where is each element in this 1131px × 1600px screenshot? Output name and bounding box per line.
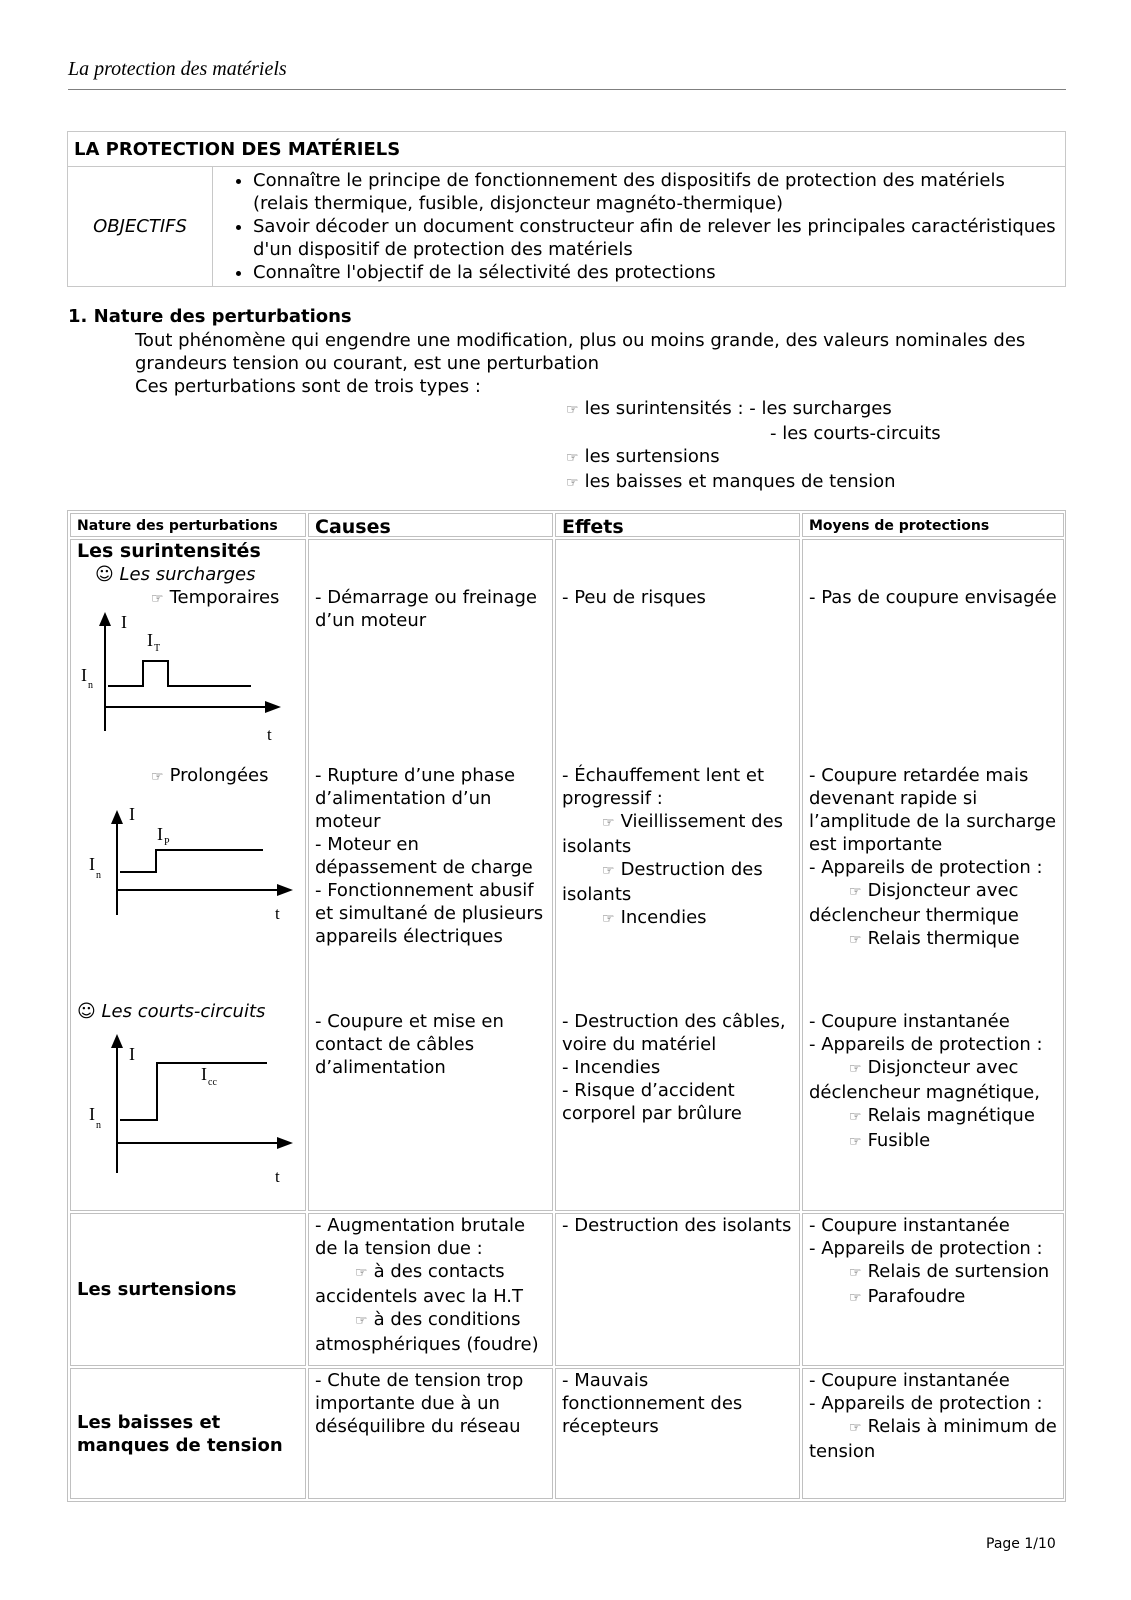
graph-t-label: t [275, 904, 280, 923]
pointing-hand-icon: ☞ [849, 1109, 862, 1125]
perturbations-table [67, 510, 1066, 1502]
baisses-effets: - Mauvais fonctionnement des récepteurs [555, 1368, 800, 1499]
objectives-list [219, 167, 1059, 286]
baisses-moyens: - Coupure instantanée - Appareils de protection : ☞ Relais à minimum de tension [802, 1368, 1064, 1499]
type-baisses: les baisses et manques de tension [584, 471, 896, 492]
header-title: La protection des matériels [68, 58, 287, 80]
pointing-hand-icon: ☞ [151, 769, 164, 785]
pointing-hand-icon: ☞ [849, 1061, 862, 1077]
courts-circuits-label: ☺ Les courts-circuits [77, 1001, 266, 1022]
courts-circuits-effets: - Destruction des câbles, voire du matériel - Incendies - Risque d’accident corporel par brûlure [562, 1011, 786, 1124]
pointing-hand-icon: ☞ [566, 450, 579, 466]
surcharges-label: ☺ Les surcharges [95, 564, 256, 585]
header-effets: Effets [555, 513, 800, 537]
section-title: 1. Nature des perturbations [68, 306, 352, 327]
surtensions-effets: - Destruction des isolants [555, 1213, 800, 1366]
graph-i-label: I [129, 804, 135, 824]
objectives-list-cell [213, 167, 1066, 287]
section-types-intro: Ces perturbations sont de trois types : [135, 376, 481, 397]
graph-prolongees [81, 790, 301, 925]
surtensions-moyens: - Coupure instantanée - Appareils de protection : ☞ Relais de surtension ☞ Parafoudre [802, 1213, 1064, 1366]
prolongees-label: ☞ Prolongées [151, 765, 269, 786]
baisses-causes: - Chute de tension trop importante due à un déséquilibre du réseau [308, 1368, 553, 1499]
pointing-hand-icon: ☞ [602, 911, 615, 927]
graph-courts-circuits [81, 1028, 301, 1188]
type-surintensites: les surintensités : - les surcharges [584, 398, 892, 419]
graph-peak-label: I [147, 630, 153, 650]
surintensites-moyens-cell [802, 539, 1064, 1211]
graph-i-label: I [121, 612, 127, 632]
pointing-hand-icon: ☞ [849, 1265, 862, 1281]
pointing-hand-icon: ☞ [602, 863, 615, 879]
temporaires-causes: - Démarrage ou freinage d’un moteur [315, 587, 537, 631]
surtensions-label: Les surtensions [70, 1213, 306, 1366]
pointing-hand-icon: ☞ [566, 475, 579, 491]
graph-nominal-label: I [81, 665, 87, 685]
baisses-label: Les baisses et manques de tension [70, 1368, 306, 1499]
prolongees-moyens: - Coupure retardée mais devenant rapide si l’amplitude de la surcharge est importante - Appareils de protection : ☞ Disjoncteur avec déclencheur thermique ☞ Relais thermique [809, 765, 1057, 949]
graph-peak-sub: cc [208, 1077, 217, 1088]
header-nature: Nature des perturbations [70, 513, 306, 537]
pointing-hand-icon: ☞ [849, 1420, 862, 1436]
type-courts-circuits: - les courts-circuits [770, 423, 941, 444]
page-header [68, 58, 1066, 90]
graph-peak-label: I [201, 1064, 207, 1084]
surintensites-label: Les surintensités [77, 540, 261, 562]
temporaires-moyens: - Pas de coupure envisagée [809, 587, 1057, 608]
temporaires-label: ☞ Temporaires [151, 587, 280, 608]
graph-peak-sub: P [164, 837, 170, 848]
pointing-hand-icon: ☞ [602, 815, 615, 831]
objective-item: • Savoir décoder un document constructeur afin de relever les principales caractéristiques d'un dispositif de protection des matériels [253, 215, 1059, 261]
graph-peak-label: I [157, 824, 163, 844]
perturbation-types-list [566, 397, 941, 495]
pointing-hand-icon: ☞ [849, 1134, 862, 1150]
graph-nominal-sub: n [96, 1120, 101, 1131]
graph-i-label: I [129, 1044, 135, 1064]
graph-nominal-sub: n [88, 680, 93, 691]
graph-t-label: t [275, 1167, 280, 1186]
section-body [135, 329, 1065, 398]
objectives-table [67, 131, 1066, 287]
surintensites-effets-cell [555, 539, 800, 1211]
page-number: Page 1/10 [986, 1536, 1056, 1552]
graph-t-label: t [267, 725, 272, 741]
header-moyens: Moyens de protections [802, 513, 1064, 537]
graph-nominal-sub: n [96, 870, 101, 881]
section-intro: Tout phénomène qui engendre une modification, plus ou moins grande, des valeurs nominales des grandeurs tension ou courant, est une perturbation [135, 330, 1026, 374]
pointing-hand-icon: ☞ [849, 932, 862, 948]
surintensites-causes-cell [308, 539, 553, 1211]
surintensites-nature-cell [70, 539, 306, 1211]
graph-peak-sub: T [154, 643, 161, 654]
surtensions-causes: - Augmentation brutale de la tension due : ☞ à des contacts accidentels avec la H.T ☞ à des conditions atmosphériques (foudre) [308, 1213, 553, 1366]
objectives-title: LA PROTECTION DES MATÉRIELS [68, 132, 1066, 167]
pointing-hand-icon: ☞ [355, 1265, 368, 1281]
type-surtensions: les surtensions [584, 446, 720, 467]
pointing-hand-icon: ☞ [849, 1290, 862, 1306]
courts-circuits-moyens: - Coupure instantanée - Appareils de protection : ☞ Disjoncteur avec déclencheur magnétique, ☞ Relais magnétique ☞ Fusible [809, 1011, 1043, 1151]
graph-temporaires [73, 606, 293, 741]
courts-circuits-causes: - Coupure et mise en contact de câbles d’alimentation [315, 1011, 504, 1078]
header-causes: Causes [308, 513, 553, 537]
pointing-hand-icon: ☞ [849, 884, 862, 900]
graph-nominal-label: I [89, 1104, 95, 1124]
pointing-hand-icon: ☞ [355, 1313, 368, 1329]
pointing-hand-icon: ☞ [151, 591, 164, 607]
graph-nominal-label: I [89, 854, 95, 874]
objective-item: • Connaître le principe de fonctionnement des dispositifs de protection des matériels (relais thermique, fusible, disjoncteur magnéto-thermique) [253, 169, 1059, 215]
objective-item: • Connaître l'objectif de la sélectivité des protections [253, 261, 1059, 284]
prolongees-causes: - Rupture d’une phase d’alimentation d’un moteur - Moteur en dépassement de charge - Fonctionnement abusif et simultané de plusieurs appareils électriques [315, 765, 544, 947]
pointing-hand-icon: ☞ [566, 402, 579, 418]
prolongees-effets: - Échauffement lent et progressif : ☞ Vieillissement des isolants ☞ Destruction des isolants ☞ Incendies [562, 765, 784, 928]
temporaires-effets: - Peu de risques [562, 587, 706, 608]
objectives-label: OBJECTIFS [68, 167, 213, 287]
